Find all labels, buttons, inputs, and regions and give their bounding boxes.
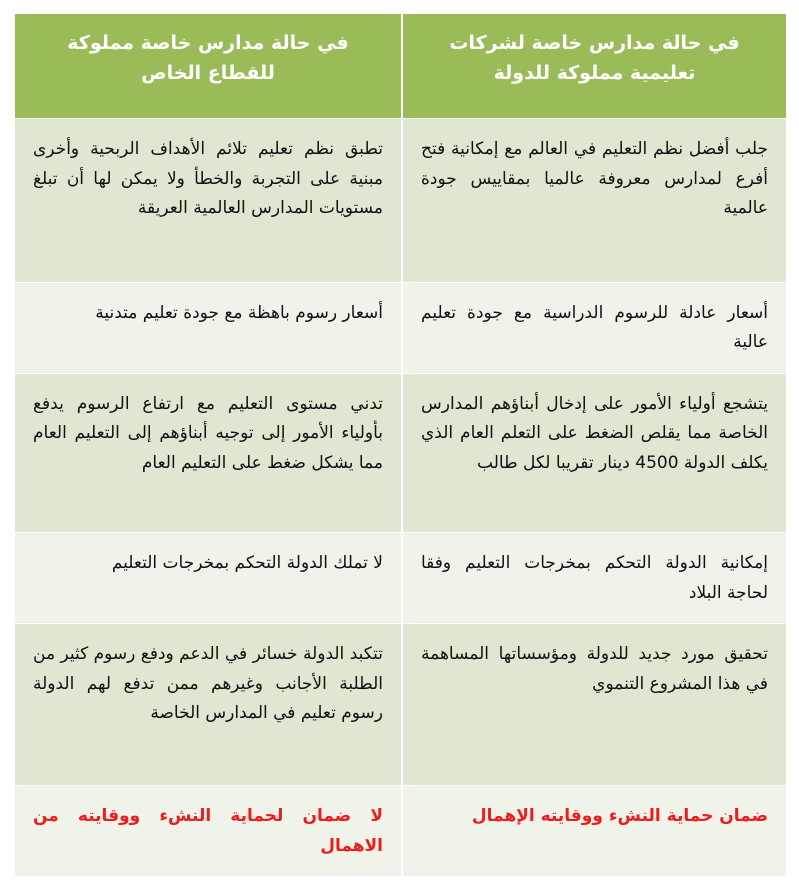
table-row (14, 624, 787, 786)
cell-state-owned: جلب أفضل نظم التعليم في العالم مع إمكانية فتح أفرع لمدارس معروفة عالميا بمقاييس جودة عالمية (402, 119, 787, 283)
cell-state-owned: إمكانية الدولة التحكم بمخرجات التعليم وفقا لحاجة البلاد (402, 533, 787, 624)
cell-state-owned: ضمان حماية النشء ووقايته الإهمال (402, 786, 787, 877)
table-row (14, 282, 787, 373)
cell-private-sector: تتكبد الدولة خسائر في الدعم ودفع رسوم كثير من الطلبة الأجانب وغيرهم ممن تدفع لهم الدولة رسوم تعليم في المدارس الخاصة (14, 624, 402, 786)
header-state-owned: في حالة مدارس خاصة لشركات تعليمية مملوكة للدولة (402, 14, 787, 119)
cell-private-sector: لا ضمان لحماية النشء ووقايته من الاهمال (14, 786, 402, 877)
table-row-highlight (14, 786, 787, 877)
table-row (14, 119, 787, 283)
cell-private-sector: أسعار رسوم باهظة مع جودة تعليم متدنية (14, 282, 402, 373)
comparison-table (13, 13, 788, 877)
header-row (14, 14, 787, 119)
cell-state-owned: تحقيق مورد جديد للدولة ومؤسساتها المساهمة في هذا المشروع التنموي (402, 624, 787, 786)
cell-private-sector: تدني مستوى التعليم مع ارتفاع الرسوم يدفع بأولياء الأمور إلى توجيه أبناؤهم إلى التعليم العام مما يشكل ضغط على التعليم العام (14, 373, 402, 533)
cell-state-owned: أسعار عادلة للرسوم الدراسية مع جودة تعليم عالية (402, 282, 787, 373)
header-private-sector: في حالة مدارس خاصة مملوكة للقطاع الخاص (14, 14, 402, 119)
cell-private-sector: تطبق نظم تعليم تلائم الأهداف الربحية وأخرى مبنية على التجربة والخطأ ولا يمكن لها أن تبلغ مستويات المدارس العالمية العريقة (14, 119, 402, 283)
table-row (14, 373, 787, 533)
cell-private-sector: لا تملك الدولة التحكم بمخرجات التعليم (14, 533, 402, 624)
table-row (14, 533, 787, 624)
cell-state-owned: يتشجع أولياء الأمور على إدخال أبناؤهم المدارس الخاصة مما يقلص الضغط على التعلم العام الذي يكلف الدولة 4500 دينار تقريبا لكل طالب (402, 373, 787, 533)
